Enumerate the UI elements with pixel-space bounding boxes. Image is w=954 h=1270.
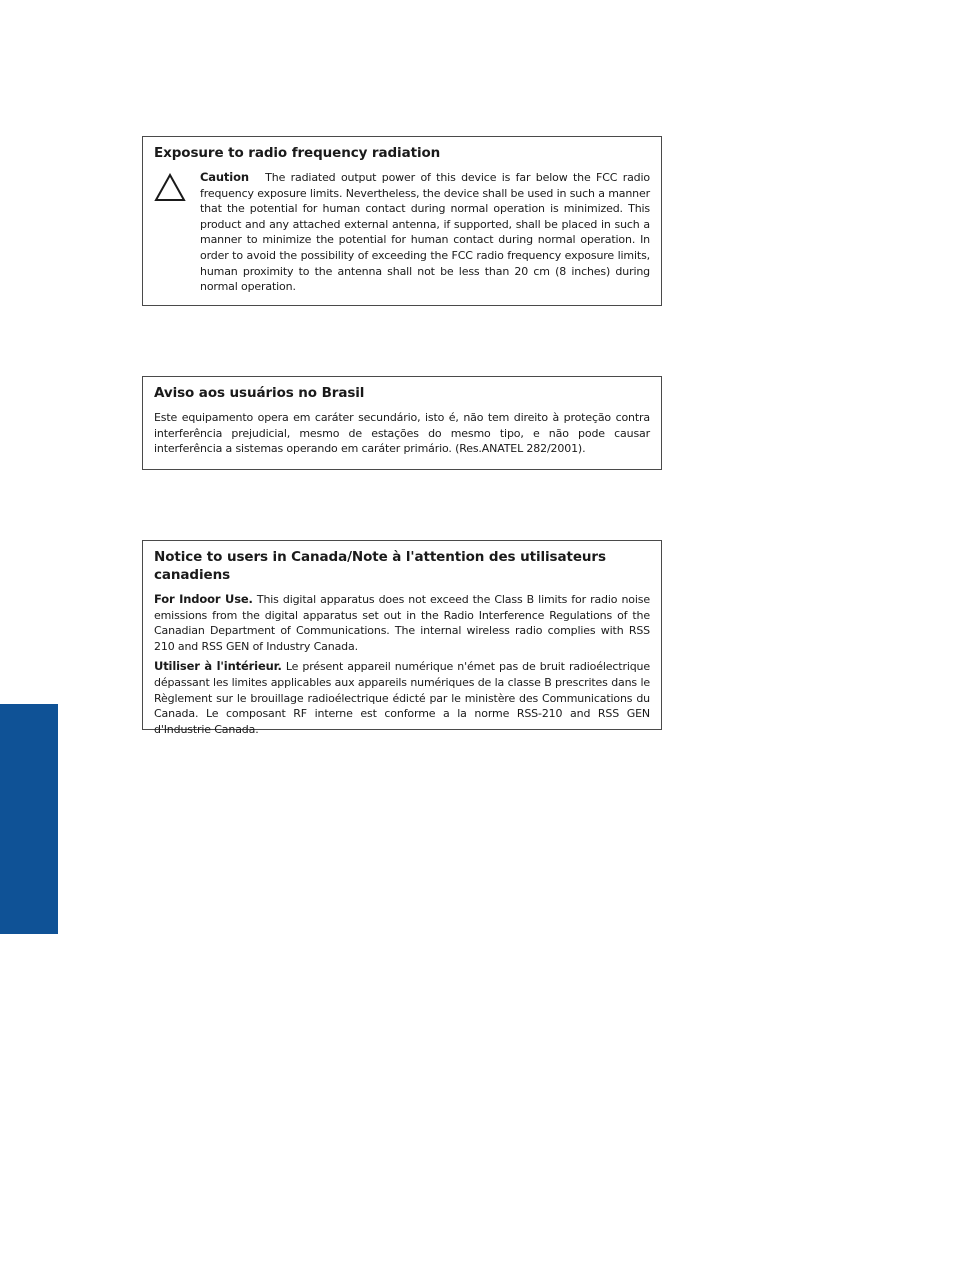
chapter-tab xyxy=(0,704,58,934)
canada-english-paragraph xyxy=(154,592,650,654)
brazil-notice xyxy=(142,376,662,470)
warning-triangle-icon xyxy=(154,170,200,206)
caution-paragraph xyxy=(200,170,650,295)
utiliser-label: Utiliser à l'intérieur. xyxy=(154,659,282,674)
brazil-title: Aviso aos usuários no Brasil xyxy=(154,385,365,401)
radio-frequency-title: Exposure to radio frequency radiation xyxy=(154,145,441,161)
caution-label: Caution xyxy=(200,170,249,184)
canada-title: Notice to users in Canada/Note à l'attention des utilisateurs canadiens xyxy=(154,549,606,583)
canada-french-paragraph xyxy=(154,659,650,737)
brazil-text: Este equipamento opera em caráter secundário, isto é, não tem direito à proteção contra interferência prejudicial, mesmo de estações do mesmo tipo, e não pode causar interferência a sistemas operando em caráter primário. (Res.ANATEL 282/2001). xyxy=(154,411,650,456)
caution-row xyxy=(154,170,650,295)
indoor-use-text: This digital apparatus does not exceed the Class B limits for radio noise emissions from the digital apparatus set out in the Radio Interference Regulations of the Canadian Department of Communications. The internal wireless radio complies with RSS 210 and RSS GEN of Industry Canada. xyxy=(154,593,650,653)
utiliser-text: Le présent appareil numérique n'émet pas de bruit radioélectrique dépassant les limites applicables aux appareils numériques de la classe B prescrites dans le Règlement sur le brouillage radioélectrique édicté par le ministère des Communications du Canada. Le composant RF interne est conforme a la norme RSS-210 and RSS GEN d'Industrie Canada. xyxy=(154,660,650,736)
canada-notice xyxy=(142,540,662,736)
indoor-use-label: For Indoor Use. xyxy=(154,592,253,606)
radio-frequency-notice xyxy=(142,136,662,306)
caution-text: The radiated output power of this device is far below the FCC radio frequency exposure limits. Nevertheless, the device shall be used in such a manner that the potential for human contact during normal operation is minimized. This product and any attached external antenna, if supported, shall be placed in such a manner to minimize the potential for human contact during normal operation. In order to avoid the possibility of exceeding the FCC radio frequency exposure limits, human proximity to the antenna shall not be less than 20 cm (8 inches) during normal operation. xyxy=(200,171,650,294)
